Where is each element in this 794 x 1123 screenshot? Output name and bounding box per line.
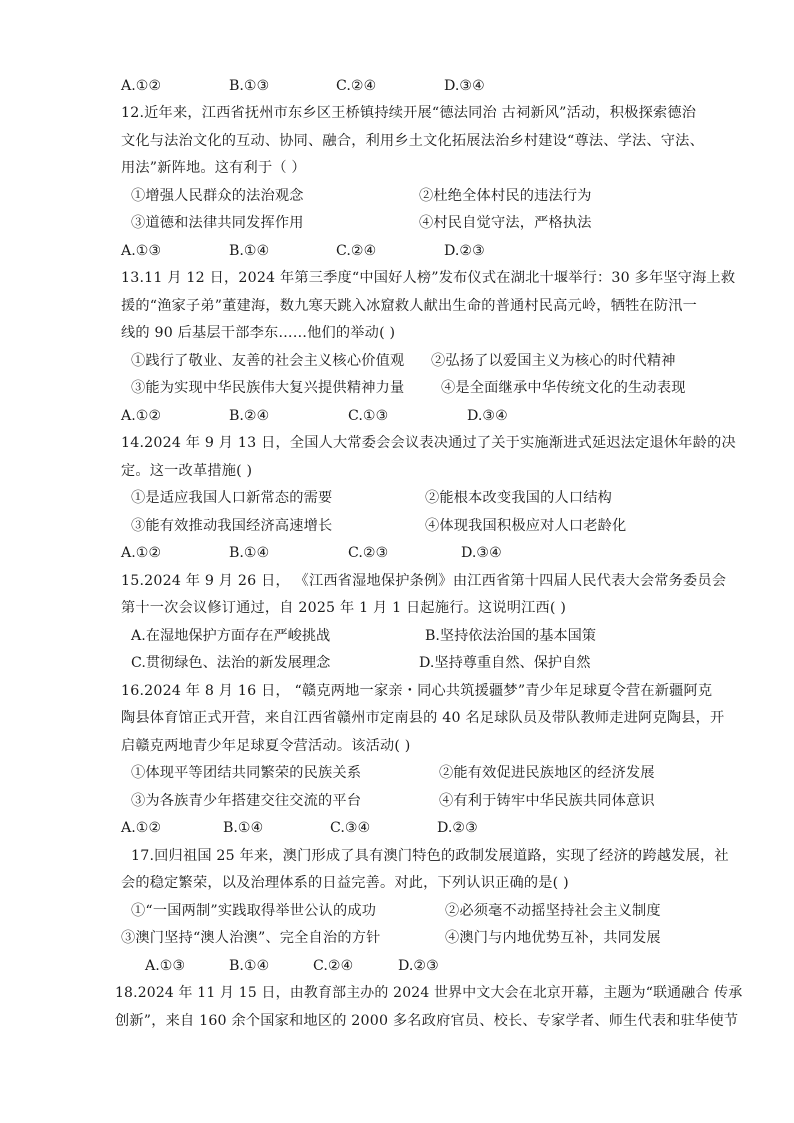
question-12-stem-line: 用法”新阵地。这有利于（ ） — [121, 160, 306, 176]
statement-4: ④澳门与内地优势互补，共同发展 — [445, 930, 661, 946]
question-15-stem-line: 15.2024 年 9 月 26 日， 《江西省湿地保护条例》由江西省第十四届人民代表大会常务委员会 — [121, 573, 727, 589]
statement-1: ①“一国两制”实践取得举世公认的成功 — [131, 903, 377, 919]
option-d: D.②③ — [444, 243, 485, 259]
statement-1: ①是适应我国人口新常态的需要 — [131, 490, 333, 506]
option-d: D.③④ — [461, 545, 502, 561]
option-a: A.①③ — [145, 958, 186, 974]
option-c: C.③④ — [330, 820, 371, 836]
option-b: B.①④ — [229, 243, 270, 259]
option-d: D.坚持尊重自然、保护自然 — [419, 655, 591, 671]
question-15-stem-line: 第十一次会议修订通过，自 2025 年 1 月 1 日起施行。这说明江西( ) — [121, 600, 567, 616]
statement-1: ①践行了敬业、友善的社会主义核心价值观 — [131, 353, 405, 369]
option-b: B.坚持依法治国的基本国策 — [425, 628, 596, 644]
question-14-stem-line: 定。这一改革措施( ) — [121, 463, 253, 479]
question-18-stem-line: 18.2024 年 11 月 15 日，由教育部主办的 2024 世界中文大会在北京开幕，主题为“联通融合 传承 — [115, 985, 743, 1001]
question-13-stem-line: 13.11 月 12 日，2024 年第三季度“中国好人榜”发布仪式在湖北十堰举行：30 多年坚守海上救 — [121, 270, 736, 286]
option-a: A.①③ — [121, 243, 162, 259]
option-d: D.③④ — [444, 78, 485, 94]
option-b: B.②④ — [229, 408, 270, 424]
question-12-stem-line: 文化与法治文化的互动、协同、融合，利用乡土文化拓展法治乡村建设“尊法、学法、守法、 — [121, 133, 704, 149]
option-d: D.②③ — [398, 958, 439, 974]
statement-4: ④是全面继承中华传统文化的生动表现 — [441, 380, 686, 396]
option-b: B.①④ — [229, 545, 270, 561]
statement-4: ④有利于铸牢中华民族共同体意识 — [439, 793, 655, 809]
option-c: C.②④ — [336, 243, 377, 259]
option-c: C.②③ — [348, 545, 389, 561]
statement-3: ③能为实现中华民族伟大复兴提供精神力量 — [131, 380, 405, 396]
statement-3: ③为各族青少年搭建交往交流的平台 — [131, 793, 362, 809]
question-17-stem-line: 17.回归祖国 25 年来，澳门形成了具有澳门特色的政制发展道路，实现了经济的跨越发展，社 — [131, 848, 729, 864]
question-13-stem-line: 援的“渔家子弟”董建海，数九寒天跳入冰窟救人献出生命的普通村民高元岭，牺牲在防汛一 — [121, 298, 698, 314]
option-b: B.①③ — [229, 78, 270, 94]
option-a: A.①② — [121, 820, 162, 836]
statement-2: ②弘扬了以爱国主义为核心的时代精神 — [431, 353, 676, 369]
statement-4: ④体现我国积极应对人口老龄化 — [425, 518, 627, 534]
option-a: A.①② — [121, 78, 162, 94]
statement-1: ①增强人民群众的法治观念 — [131, 188, 304, 204]
statement-4: ④村民自觉守法，严格执法 — [419, 215, 592, 231]
question-16-stem-line: 陶县体育馆正式开营，来自江西省赣州市定南县的 40 名足球队员及带队教师走进阿克陶县，开 — [121, 710, 725, 726]
option-d: D.③④ — [467, 408, 508, 424]
option-b: B.①④ — [229, 958, 270, 974]
option-a: A.在湿地保护方面存在严峻挑战 — [131, 628, 331, 644]
option-a: A.①② — [121, 408, 162, 424]
option-d: D.②③ — [437, 820, 478, 836]
question-16-stem-line: 启赣克两地青少年足球夏令营活动。该活动( ) — [121, 738, 411, 754]
statement-2: ②能根本改变我国的人口结构 — [425, 490, 613, 506]
option-c: C.②④ — [336, 78, 377, 94]
statement-2: ②杜绝全体村民的违法行为 — [419, 188, 592, 204]
option-b: B.①④ — [223, 820, 264, 836]
option-c: C.贯彻绿色、法治的新发展理念 — [131, 655, 331, 671]
statement-3: ③能有效推动我国经济高速增长 — [131, 518, 333, 534]
option-c: C.②④ — [313, 958, 354, 974]
statement-1: ①体现平等团结共同繁荣的民族关系 — [131, 765, 362, 781]
statement-2: ②能有效促进民族地区的经济发展 — [439, 765, 655, 781]
statement-3: ③道德和法律共同发挥作用 — [131, 215, 304, 231]
question-18-stem-line: 创新”，来自 160 余个国家和地区的 2000 多名政府官员、校长、专家学者、师生代表和驻华使节 — [115, 1013, 739, 1029]
option-c: C.①③ — [348, 408, 389, 424]
question-13-stem-line: 线的 90 后基层干部李东……他们的举动( ) — [121, 325, 396, 341]
question-16-stem-line: 16.2024 年 8 月 16 日， “赣克两地一家亲・同心共筑援疆梦”青少年足球夏令营在新疆阿克 — [121, 683, 713, 699]
question-14-stem-line: 14.2024 年 9 月 13 日，全国人大常委会会议表决通过了关于实施渐进式延迟法定退休年龄的决 — [121, 435, 736, 451]
question-12-stem-line: 12.近年来，江西省抚州市东乡区王桥镇持续开展“德法同治 古祠新风”活动，积极探索德治 — [121, 105, 697, 121]
option-a: A.①② — [121, 545, 162, 561]
statement-3: ③澳门坚持“澳人治澳”、完全自治的方针 — [121, 930, 381, 946]
statement-2: ②必须毫不动摇坚持社会主义制度 — [445, 903, 661, 919]
question-17-stem-line: 会的稳定繁荣，以及治理体系的日益完善。对此，下列认识正确的是( ) — [121, 875, 569, 891]
